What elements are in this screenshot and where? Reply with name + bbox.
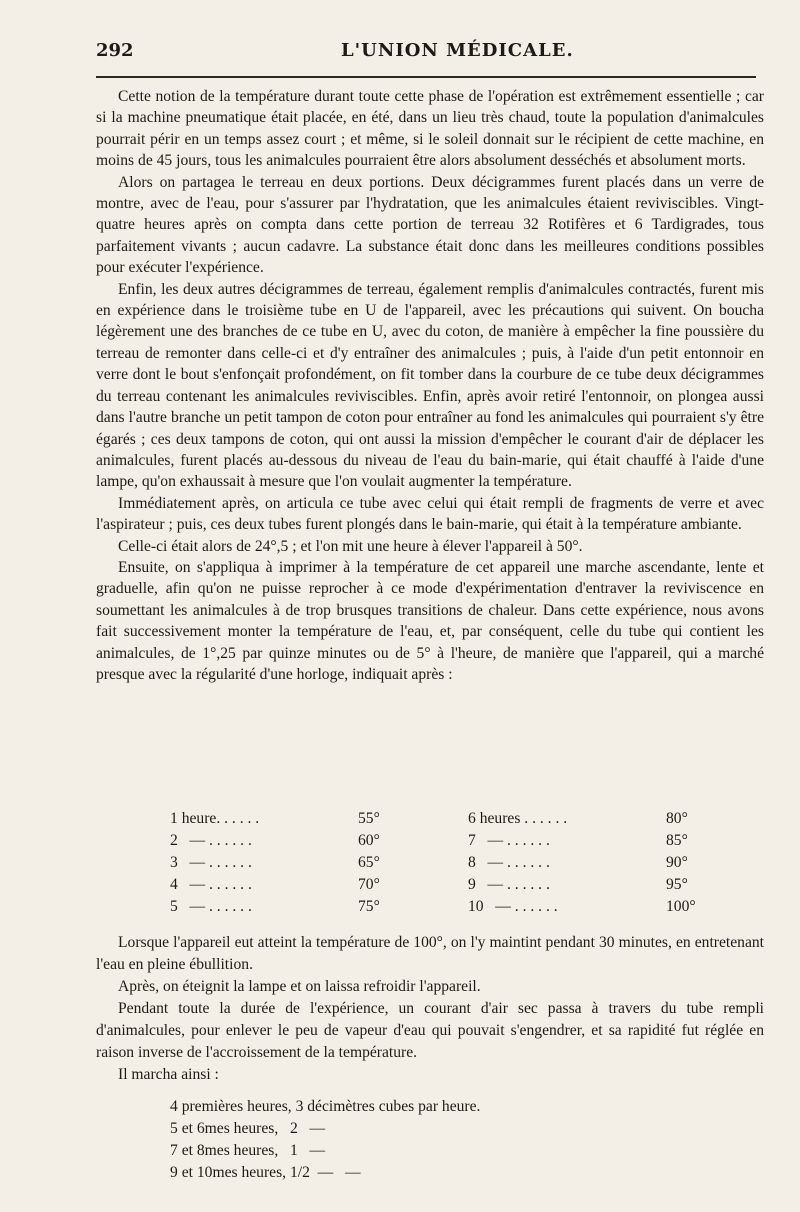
table-row [170,852,730,874]
table-cell: 100° [666,898,696,915]
page-number: 292 [96,40,134,61]
table-row [170,830,730,852]
table-cell: 5 — . . . . . . [170,898,252,915]
table-cell: 75° [358,898,380,915]
paragraph: Pendant toute la durée de l'expérience, un courant d'air sec passa à travers du tube rempli d'animalcules, pour enlever le peu de vapeur d'eau qui pouvait s'engendrer, et sa rapidité fut réglée en raison inverse de l'accroissement de la température. [96,1000,764,1061]
header-rule [96,76,756,78]
paragraph: Après, on éteignit la lampe et on laissa refroidir l'appareil. [118,978,481,995]
table-cell: 1 heure. . . . . . [170,810,260,827]
list-item: 7 et 8mes heures, 1 — [170,1142,326,1159]
paragraph: Alors on partagea le terreau en deux portions. Deux décigrammes furent placés dans un verre de montre, avec de l'eau, pour s'assurer par l'hydratation, que les animalcules étaient reviviscibles. Vingt-quatre heures après on compta dans cette portion de terreau 32 Rotifères et 6 Tardigrades, tous parfaitement vivants ; aucun cadavre. La substance était donc dans les meilleures conditions possibles pour exécuter l'expérience. [96,173,764,277]
journal-title: L'UNION MÉDICALE. [341,40,574,61]
table-cell: 55° [358,810,380,827]
table-cell: 10 — . . . . . . [468,898,558,915]
table-cell: 70° [358,876,380,893]
paragraph: Celle-ci était alors de 24°,5 ; et l'on mit une heure à élever l'appareil à 50°. [118,537,583,555]
table-cell: 4 — . . . . . . [170,876,252,893]
table-row [170,896,730,918]
table-cell: 95° [666,876,688,893]
table-cell: 80° [666,810,688,827]
table-cell: 65° [358,854,380,871]
table-row [170,808,730,830]
table-cell: 2 — . . . . . . [170,832,252,849]
list-item: 9 et 10mes heures, 1/2 — — [170,1164,361,1181]
paragraph: Cette notion de la température durant toute cette phase de l'opération est extrêmement essentielle ; car si la machine pneumatique était placée, en été, dans un lieu très chaud, toute la population d'animalcules pourrait périr en un temps assez court ; et même, si le soleil donnait sur le récipient de cette machine, en moins de 45 jours, tous les animalcules pourraient être alors absolument desséchés et absolument morts. [96,88,764,170]
paragraph: Lorsque l'appareil eut atteint la température de 100°, on l'y maintint pendant 30 minutes, en entretenant l'eau en pleine ébullition. [96,934,764,973]
body-text-top [96,86,764,685]
table-cell: 7 — . . . . . . [468,832,550,849]
page-header [96,40,756,68]
table-cell: 90° [666,854,688,871]
paragraph: Immédiatement après, on articula ce tube avec celui qui était rempli de fragments de verre et avec l'aspirateur ; puis, ces deux tubes furent plongés dans le bain-marie, qui était à la température ambiante. [96,494,764,534]
air-flow-list [170,1096,670,1184]
table-cell: 8 — . . . . . . [468,854,550,871]
list-item: 4 premières heures, 3 décimètres cubes par heure. [170,1098,481,1115]
body-text-bottom [96,932,764,1086]
paragraph: Il marcha ainsi : [118,1066,219,1083]
table-cell: 60° [358,832,380,849]
list-item: 5 et 6mes heures, 2 — [170,1120,326,1137]
table-cell: 3 — . . . . . . [170,854,252,871]
table-cell: 9 — . . . . . . [468,876,550,893]
temperature-table [170,808,730,918]
table-row [170,874,730,896]
paragraph: Ensuite, on s'appliqua à imprimer à la température de cet appareil une marche ascendante, lente et graduelle, afin qu'on ne puisse reprocher à ce mode d'expérimentation d'entraver la reviviscence en soumettant les animalcules à de trop brusques transitions de chaleur. Dans cette expérience, nous avons fait successivement monter la température de l'eau, et, par conséquent, celle du tube qui contient les animalcules, de 1°,25 par quinze minutes ou de 5° à l'heure, de manière que l'appareil, qui a marché presque avec la régularité d'une horloge, indiquait après : [96,558,764,683]
table-cell: 85° [666,832,688,849]
table-cell: 6 heures . . . . . . [468,810,568,827]
paragraph: Enfin, les deux autres décigrammes de terreau, également remplis d'animalcules contractés, furent mis en expérience dans le troisième tube en U de l'appareil, avec les précautions qui suivent. On boucha légèrement une des branches de ce tube en U, avec du coton, de manière à empêcher la fine poussière du terreau de remonter dans celle-ci et d'y entraîner des animalcules ; puis, à l'aide d'un petit entonnoir en verre dont le bout s'enfonçait profondément, on fit tomber dans la courbure de ce tube deux décigrammes du terreau contenant les animalcules reviviscibles. Enfin, après avoir retiré l'entonnoir, on plongea aussi dans l'autre branche un petit tampon de coton pour entraîner au fond les animalcules qui pourraient s'y être égarés ; ces deux tampons de coton, qui ont aussi la mission d'empêcher le courant d'air de déplacer les animalcules, furent placés au-dessous du niveau de l'eau du bain-marie, qui était chauffé à l'aide d'une lampe, qu'on exhaussait à mesure que l'on voulait augmenter la température. [96,280,764,491]
